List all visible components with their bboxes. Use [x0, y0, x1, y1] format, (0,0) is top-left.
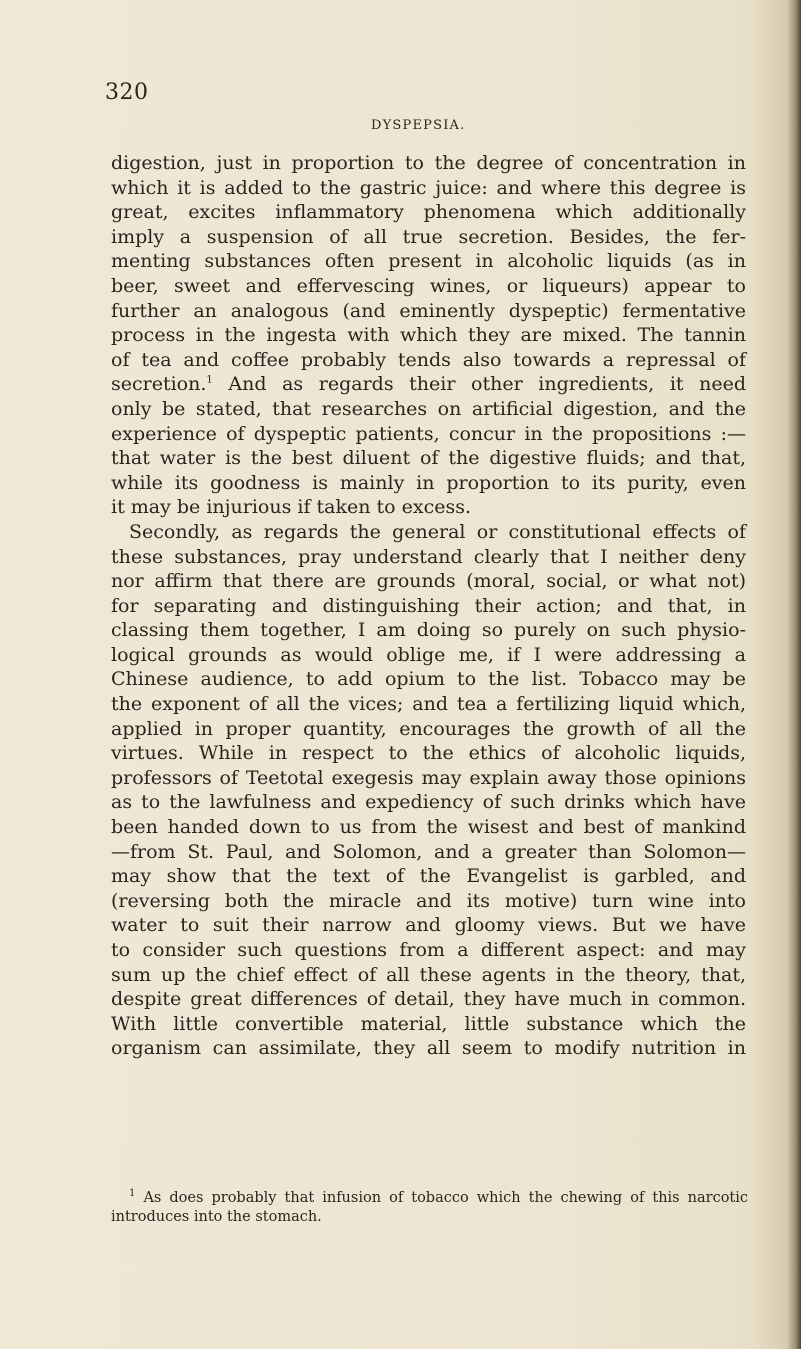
text-line: water to suit their narrow and gloomy views. But we have: [111, 914, 746, 937]
text-line: imply a suspension of all true secretion. Besides, the fer-: [111, 225, 746, 248]
body-text: [111, 151, 746, 1061]
paragraph-start-line: Secondly, as regards the general or constitutional effects of: [129, 520, 746, 543]
text-line: as to the lawfulness and expediency of such drinks which have: [111, 791, 746, 814]
text-line: With little convertible material, little substance which the: [111, 1012, 746, 1035]
footnote: [111, 1189, 748, 1227]
page-number: 320: [105, 80, 149, 105]
text-line: been handed down to us from the wisest and best of mankind: [111, 816, 746, 839]
text-line-with-footnote-mark: [111, 372, 746, 397]
text-line: organism can assimilate, they all seem to modify nutrition in: [111, 1037, 746, 1060]
footnote-text: As does probably that infusion of tobacco which the chewing of this narcotic: [143, 1190, 749, 1206]
footnote-mark: 1: [129, 1188, 136, 1200]
running-head: DYSPEPSIA.: [371, 118, 466, 133]
footnote-reference: 1: [206, 375, 213, 387]
text-line: —from St. Paul, and Solomon, and a greater than Solomon—: [111, 840, 746, 863]
text-line: which it is added to the gastric juice: and where this degree is: [111, 176, 746, 199]
footnote-line: introduces into the stomach.: [111, 1209, 322, 1225]
text-line: digestion, just in proportion to the degree of concentration in: [111, 152, 746, 174]
text-line: may show that the text of the Evangelist is garbled, and: [111, 865, 746, 888]
text-line: only be stated, that researches on artificial digestion, and the: [111, 397, 746, 420]
text-line: process in the ingesta with which they are mixed. The tannin: [111, 324, 746, 347]
page-edge-shadow: [787, 0, 801, 1349]
text-fragment: And as regards their other ingredients, it need: [228, 373, 747, 396]
text-line: to consider such questions from a different aspect: and may: [111, 939, 746, 961]
text-line: professors of Teetotal exegesis may explain away those opinions: [111, 766, 746, 789]
text-line: that water is the best diluent of the digestive fluids; and that,: [111, 447, 746, 470]
text-line: despite great differences of detail, they have much in common.: [111, 988, 746, 1011]
text-line: great, excites inflammatory phenomena which additionally: [111, 201, 746, 224]
text-line: nor affirm that there are grounds (moral, social, or what not): [111, 570, 746, 593]
text-line: virtues. While in respect to the ethics of alcoholic liquids,: [111, 742, 746, 765]
text-line: experience of dyspeptic patients, concur in the propositions :—: [111, 422, 746, 445]
text-line: further an analogous (and eminently dyspeptic) fermentative: [111, 299, 746, 322]
text-line: while its goodness is mainly in proportion to its purity, even: [111, 471, 746, 494]
text-line: menting substances often present in alcoholic liquids (as in: [111, 250, 746, 273]
text-fragment: secretion.: [111, 373, 207, 396]
text-line: the exponent of all the vices; and tea a fertilizing liquid which,: [111, 693, 746, 716]
text-line: of tea and coffee probably tends also towards a repressal of: [111, 348, 746, 371]
text-line: applied in proper quantity, encourages the growth of all the: [111, 717, 746, 740]
text-line: logical grounds as would oblige me, if I were addressing a: [111, 643, 746, 666]
text-line: beer, sweet and effervescing wines, or liqueurs) appear to: [111, 274, 746, 297]
text-line: sum up the chief effect of all these agents in the theory, that,: [111, 963, 746, 986]
text-line: it may be injurious if taken to excess.: [111, 496, 472, 519]
text-line: classing them together, I am doing so purely on such physio-: [111, 619, 746, 642]
text-line: these substances, pray understand clearly that I neither deny: [111, 545, 746, 568]
text-line: for separating and distinguishing their action; and that, in: [111, 594, 746, 617]
footnote-line: [111, 1189, 748, 1208]
text-line: (reversing both the miracle and its motive) turn wine into: [111, 889, 746, 912]
text-line: Chinese audience, to add opium to the list. Tobacco may be: [111, 668, 746, 691]
